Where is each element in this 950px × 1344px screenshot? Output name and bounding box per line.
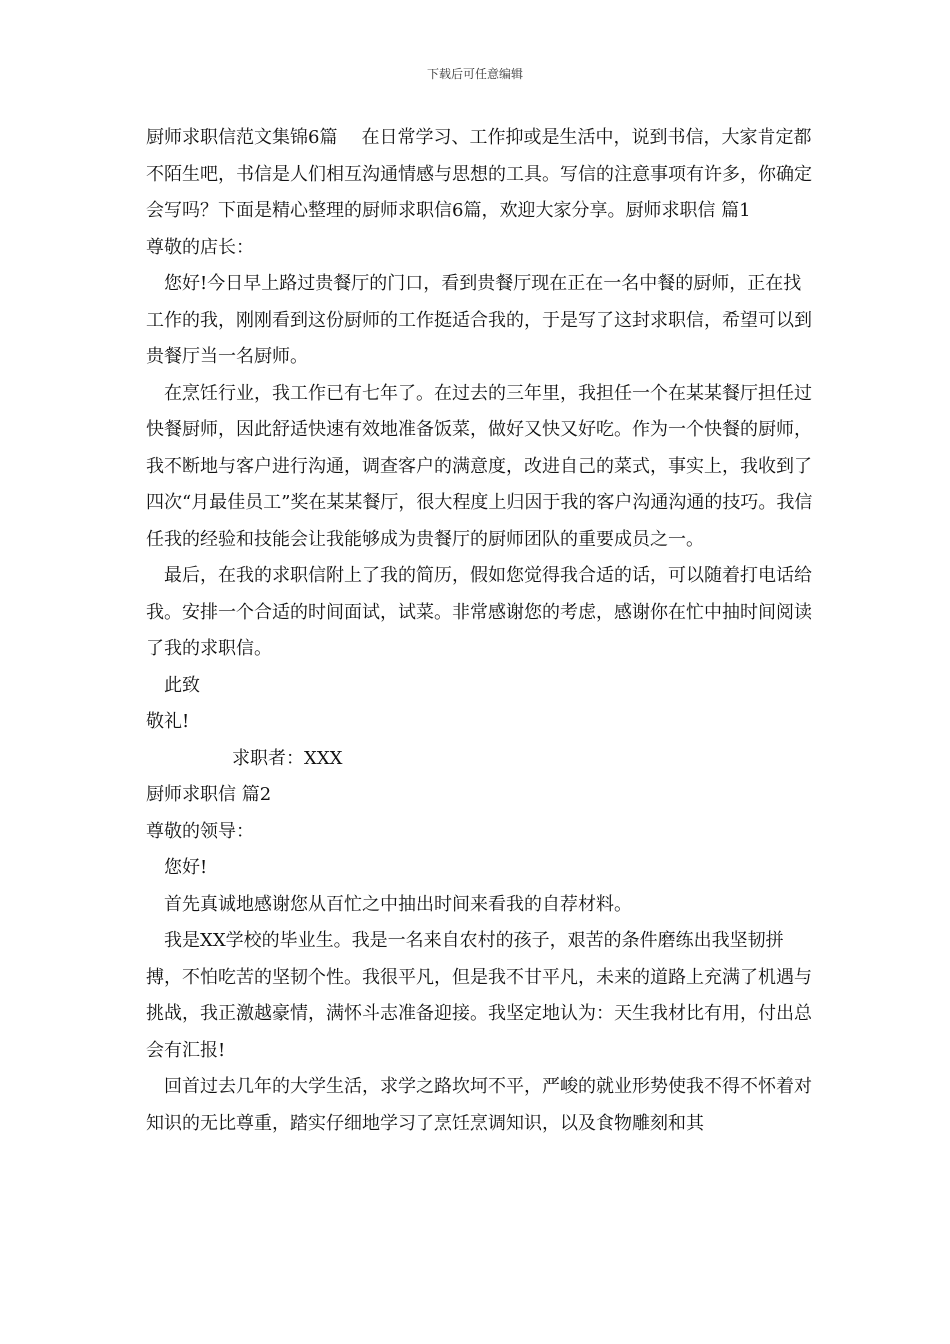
intro-text: 在日常学习、工作抑或是生活中，说到书信，大家肯定都不陌生吧，书信是人们相互沟通情感与思想的工具。写信的注意事项有许多，你确定会写吗？下面是精心整理的厨师求职信6篇，欢迎大家分享。厨师求职信 篇1	[146, 127, 812, 221]
page-header: 下载后可任意编辑	[426, 67, 523, 81]
letter1-paragraph-3: 最后，在我的求职信附上了我的简历，假如您觉得我合适的话，可以随着打电话给我。安排一个合适的时间面试，试菜。非常感谢您的考虑，感谢你在忙中抽时间阅读了我的求职信。	[146, 565, 812, 659]
letter1-closing-2: 敬礼!	[146, 711, 190, 732]
letter1-paragraph-2: 在烹饪行业，我工作已有七年了。在过去的三年里，我担任一个在某某餐厅担任过快餐厨师，因此舒适快速有效地准备饭菜，做好又快又好吃。作为一个快餐的厨师，我不断地与客户进行沟通，调查客户的满意度，改进自己的菜式，事实上，我收到了四次“月最佳员工”奖在某某餐厅，很大程度上归因于我的客户沟通沟通的技巧。我信任我的经验和技能会让我能够成为贵餐厅的厨师团队的重要成员之一。	[146, 382, 813, 550]
document-title: 厨师求职信范文集锦6篇	[146, 127, 338, 148]
letter2-paragraph-1: 首先真诚地感谢您从百忙之中抽出时间来看我的自荐材料。	[164, 893, 632, 915]
intro-paragraph	[146, 120, 818, 230]
letter1-paragraph-1: 您好!今日早上路过贵餐厅的门口，看到贵餐厅现在正在一名中餐的厨师，正在找工作的我，刚刚看到这份厨师的工作挺适合我的，于是写了这封求职信，希望可以到贵餐厅当一名厨师。	[146, 273, 812, 367]
letter1-signature: 求职者：XXX	[232, 747, 343, 769]
letter2-greeting: 您好!	[164, 857, 208, 878]
letter1-salutation: 尊敬的店长：	[146, 236, 254, 258]
letter2-paragraph-3: 回首过去几年的大学生活，求学之路坎坷不平，严峻的就业形势使我不得不怀着对知识的无比尊重，踏实仔细地学习了烹饪烹调知识，以及食物雕刻和其	[146, 1076, 812, 1134]
letter2-heading: 厨师求职信 篇2	[146, 784, 272, 805]
letter2-salutation: 尊敬的领导：	[146, 820, 254, 842]
letter1-closing-1: 此致	[164, 674, 200, 696]
letter2-paragraph-2: 我是XX学校的毕业生。我是一名来自农村的孩子，艰苦的条件磨练出我坚韧拼搏，不怕吃苦的坚韧个性。我很平凡，但是我不甘平凡，未来的道路上充满了机遇与挑战，我正激越豪情，满怀斗志准备迎接。我坚定地认为：天生我材比有用，付出总会有汇报!	[146, 930, 812, 1061]
document-body	[146, 120, 818, 1142]
